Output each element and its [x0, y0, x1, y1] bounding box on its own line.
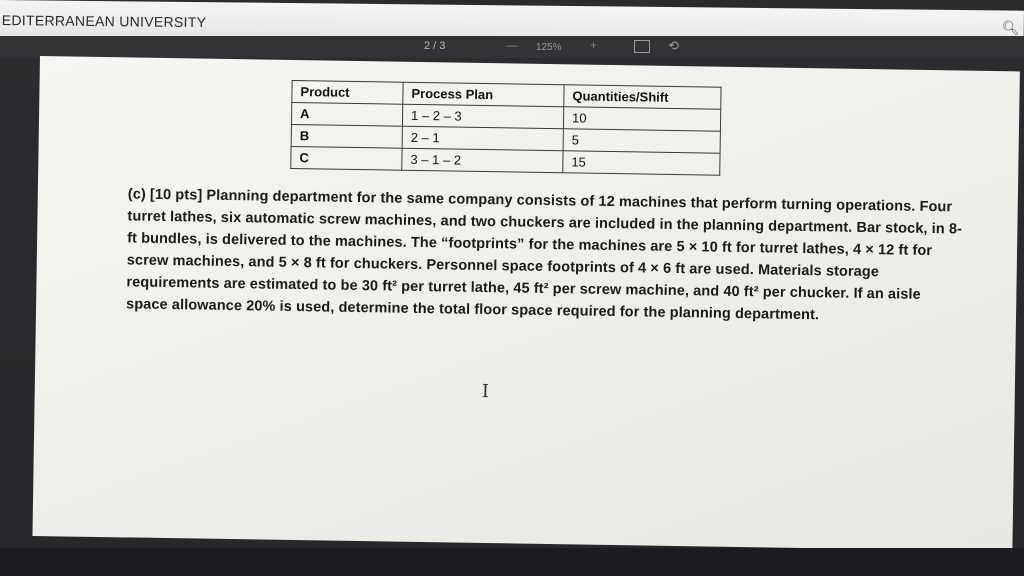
zoom-out-button[interactable]: —: [506, 38, 518, 52]
header-process-plan: Process Plan: [403, 82, 564, 107]
pdf-toolbar: [0, 36, 1024, 58]
cell-process-plan: 1 – 2 – 3: [402, 104, 563, 129]
rotate-icon[interactable]: ⟲: [668, 38, 679, 53]
cell-product: A: [291, 102, 402, 126]
cell-product: C: [291, 146, 402, 170]
problem-statement: [126, 183, 968, 328]
cell-quantity: 10: [563, 107, 720, 131]
browser-title: EDITERRANEAN UNIVERSITY: [1, 12, 207, 31]
screen-bezel: [0, 548, 1024, 576]
text-cursor-icon: I: [481, 380, 490, 403]
document-page: [32, 56, 1019, 551]
magnifier-icon[interactable]: 🔍︎: [1001, 19, 1020, 36]
zoom-level: 125%: [536, 42, 562, 53]
header-quantities: Quantities/Shift: [564, 85, 721, 109]
cell-process-plan: 2 – 1: [402, 126, 563, 151]
cell-product: B: [291, 124, 402, 148]
problem-text: (c) [10 pts] Planning department for the same company consists of 12 machines that perform turning operations. Four turret lathes, six automatic screw machines, and two chuckers are included in the planning department. Bar stock, in 8-ft bundles, is delivered to the machines. The “footprints” for the machines are 5 × 10 ft for turret lathes, 4 × 12 ft for screw machines, and 5 × 8 ft for chuckers. Personnel space footprints of 4 × 6 ft are used. Materials storage requirements are estimated to be 30 ft² per turret lathe, 45 ft² per screw machine, and 40 ft² per chucker. If an aisle space allowance 20% is used, determine the total floor space required for the planning department.: [125, 186, 963, 324]
process-plan-table: [290, 80, 721, 176]
cell-process-plan: 3 – 1 – 2: [402, 148, 563, 173]
cell-quantity: 15: [563, 151, 720, 175]
header-product: Product: [292, 80, 403, 104]
fit-page-icon[interactable]: [634, 40, 650, 53]
page-counter: 2 / 3: [424, 40, 446, 52]
zoom-in-button[interactable]: +: [590, 38, 598, 52]
cell-quantity: 5: [563, 129, 720, 153]
